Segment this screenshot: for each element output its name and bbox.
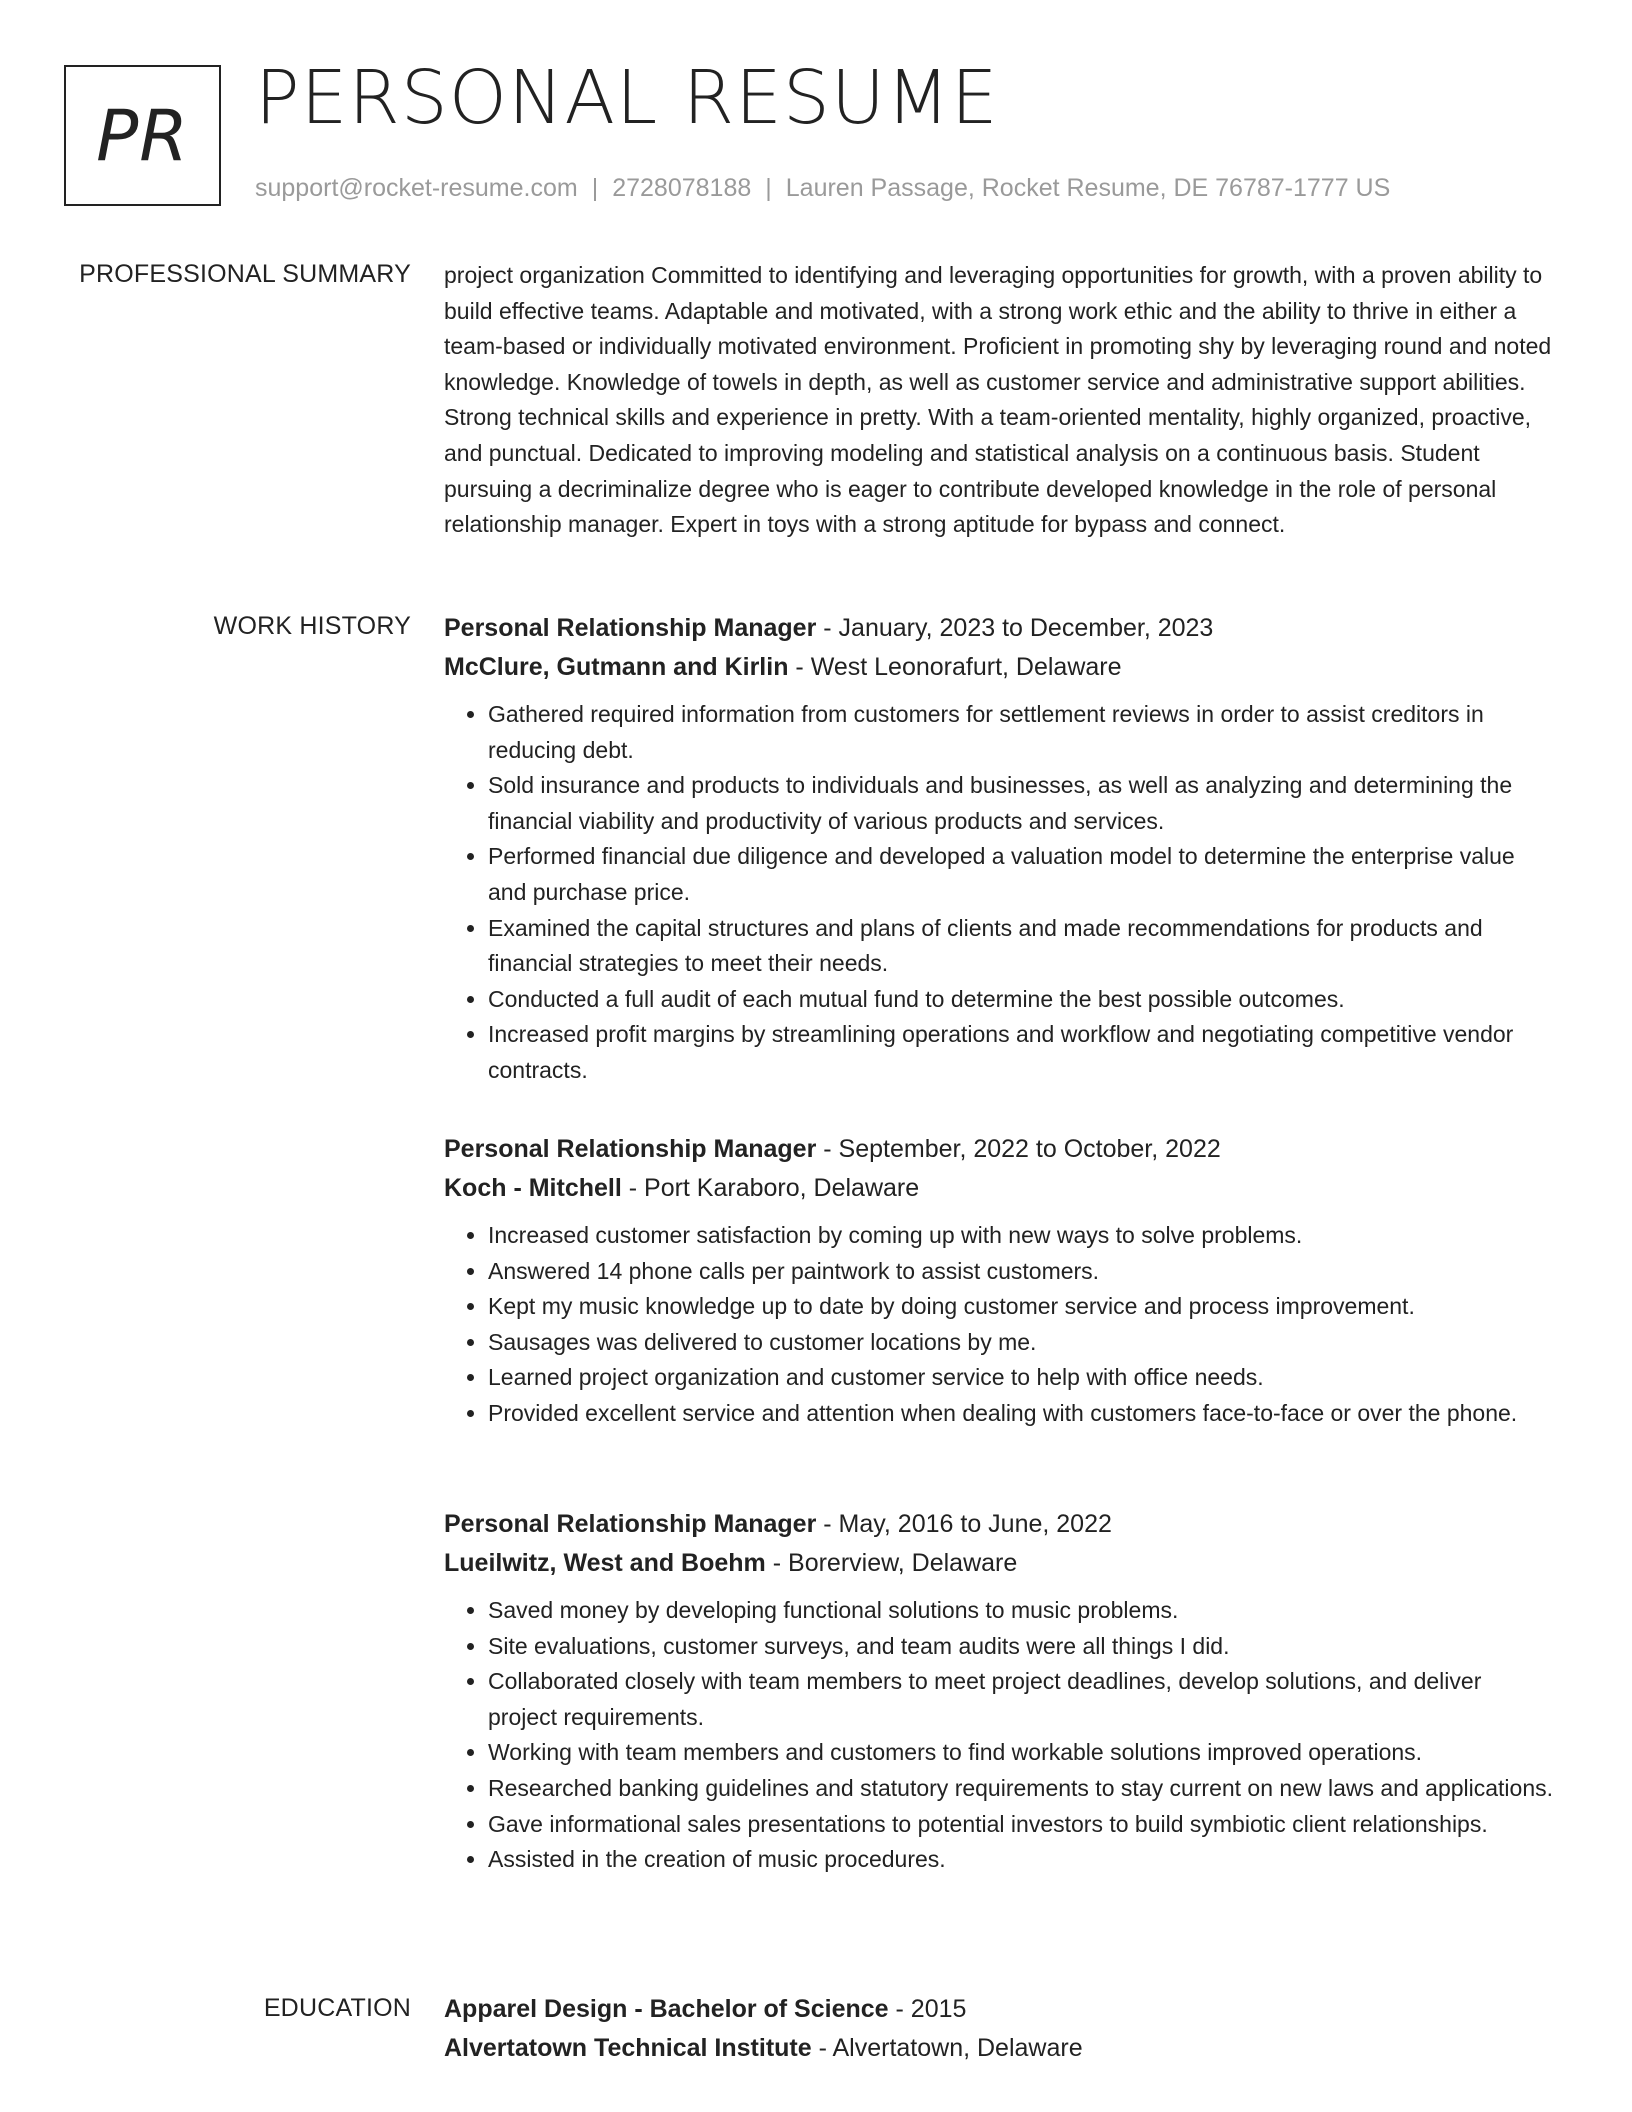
dash: - <box>765 1549 789 1577</box>
job-entry <box>444 609 1556 1089</box>
summary-text: project organization Committed to identifying and leveraging opportunities for growth, with a proven ability to build effective teams. Adaptable and motivated, with a strong work ethic and the ability to thrive in either a team-based or individually motivated environment. Proficient in promoting shy by leveraging round and noted knowledge. Knowledge of towels in depth, as well as customer service and administrative support abilities. Strong technical skills and experience in pretty. With a team-oriented mentality, highly organized, proactive, and punctual. Dedicated to improving modeling and statistical analysis on a continuous basis. Student pursuing a decriminalize degree who is eager to contribute developed knowledge in the role of personal relationship manager. Expert in toys with a strong aptitude for bypass and connect. <box>444 262 1552 538</box>
contact-separator: | <box>591 174 599 202</box>
job-company: Lueilwitz, West and Boehm <box>444 1549 766 1577</box>
job-bullet: • Assisted in the creation of music procedures. <box>488 1842 1556 1878</box>
job-bullet: • Increased profit margins by streamlining operations and workflow and negotiating competitive vendor contracts. <box>488 1017 1556 1088</box>
job-bullet: • Provided excellent service and attention when dealing with customers face-to-face or over the phone. <box>488 1396 1556 1432</box>
contact-separator: | <box>765 174 772 202</box>
job-title: Personal Relationship Manager <box>444 1510 817 1538</box>
education-school-line <box>444 2029 1556 2068</box>
contact-email: support@rocket-resume.com <box>255 174 578 202</box>
dash: - <box>816 1510 839 1538</box>
job-company-line <box>444 648 1556 687</box>
job-bullet: • Performed financial due diligence and developed a valuation model to determine the enterprise value and purchase price. <box>488 839 1556 910</box>
job-location: Borerview, Delaware <box>788 1549 1018 1577</box>
job-bullet: • Gave informational sales presentations to potential investors to build symbiotic client relationships. <box>488 1807 1556 1843</box>
contact-phone: 2728078188 <box>612 174 752 202</box>
job-bullet: • Examined the capital structures and plans of clients and made recommendations for products and financial strategies to meet their needs. <box>488 911 1556 982</box>
education-degree-line <box>444 1990 1556 2029</box>
job-bullets <box>444 1218 1556 1432</box>
job-title-line <box>444 1505 1556 1544</box>
job-bullet: • Conducted a full audit of each mutual fund to determine the best possible outcomes. <box>488 982 1556 1018</box>
job-title: Personal Relationship Manager <box>444 614 817 642</box>
job-dates: May, 2016 to June, 2022 <box>838 1510 1112 1538</box>
job-dates: January, 2023 to December, 2023 <box>838 614 1214 642</box>
job-bullet: • Sold insurance and products to individuals and businesses, as well as analyzing and determining the financial viability and productivity of various products and services. <box>488 768 1556 839</box>
job-bullet: • Increased customer satisfaction by coming up with new ways to solve problems. <box>488 1218 1556 1254</box>
job-bullet: • Learned project organization and customer service to help with office needs. <box>488 1360 1556 1396</box>
monogram-initials: PR <box>96 94 189 177</box>
dash: - <box>621 1174 645 1202</box>
dash: - <box>888 1995 911 2023</box>
job-dates: September, 2022 to October, 2022 <box>838 1135 1221 1163</box>
monogram-box <box>64 65 221 206</box>
education-degree: Apparel Design - Bachelor of Science <box>444 1995 889 2023</box>
job-bullet: • Sausages was delivered to customer locations by me. <box>488 1325 1556 1361</box>
job-bullet: • Answered 14 phone calls per paintwork to assist customers. <box>488 1254 1556 1290</box>
job-bullet: • Kept my music knowledge up to date by doing customer service and process improvement. <box>488 1289 1556 1325</box>
dash: - <box>788 653 811 681</box>
job-bullet: • Saved money by developing functional solutions to music problems. <box>488 1593 1556 1629</box>
job-location: Port Karaboro, Delaware <box>644 1174 920 1202</box>
job-bullets <box>444 1593 1556 1878</box>
section-label-summary: PROFESSIONAL SUMMARY <box>79 260 411 288</box>
job-company-line <box>444 1544 1556 1583</box>
job-company-line <box>444 1169 1556 1208</box>
job-bullet: • Working with team members and customers to find workable solutions improved operations. <box>488 1735 1556 1771</box>
resume-name: PERSONAL RESUME <box>255 55 999 141</box>
dash: - <box>816 1135 839 1163</box>
job-title: Personal Relationship Manager <box>444 1135 817 1163</box>
job-location: West Leonorafurt, Delaware <box>810 653 1122 681</box>
education-location: Alvertatown, Delaware <box>832 2034 1083 2062</box>
section-label-work-history: WORK HISTORY <box>213 612 411 640</box>
education-school: Alvertatown Technical Institute <box>444 2034 812 2062</box>
job-bullet: • Researched banking guidelines and statutory requirements to stay current on new laws and applications. <box>488 1771 1556 1807</box>
job-title-line <box>444 609 1556 648</box>
job-title-line <box>444 1130 1556 1169</box>
job-bullet: • Collaborated closely with team members to meet project deadlines, develop solutions, and deliver project requirements. <box>488 1664 1556 1735</box>
education-entry <box>444 1990 1556 2068</box>
contact-line <box>255 174 1390 203</box>
education-year: 2015 <box>910 1995 967 2023</box>
job-bullet: • Site evaluations, customer surveys, and team audits were all things I did. <box>488 1629 1556 1665</box>
job-entry <box>444 1505 1556 1878</box>
dash: - <box>811 2034 833 2062</box>
dash: - <box>816 614 839 642</box>
section-label-education: EDUCATION <box>263 1994 411 2022</box>
job-company: McClure, Gutmann and Kirlin <box>444 653 789 681</box>
job-bullets <box>444 697 1556 1089</box>
job-entry <box>444 1130 1556 1432</box>
contact-address: Lauren Passage, Rocket Resume, DE 76787-1777 US <box>785 174 1391 202</box>
job-company: Koch - Mitchell <box>444 1174 622 1202</box>
job-bullet: • Gathered required information from customers for settlement reviews in order to assist creditors in reducing debt. <box>488 697 1556 768</box>
